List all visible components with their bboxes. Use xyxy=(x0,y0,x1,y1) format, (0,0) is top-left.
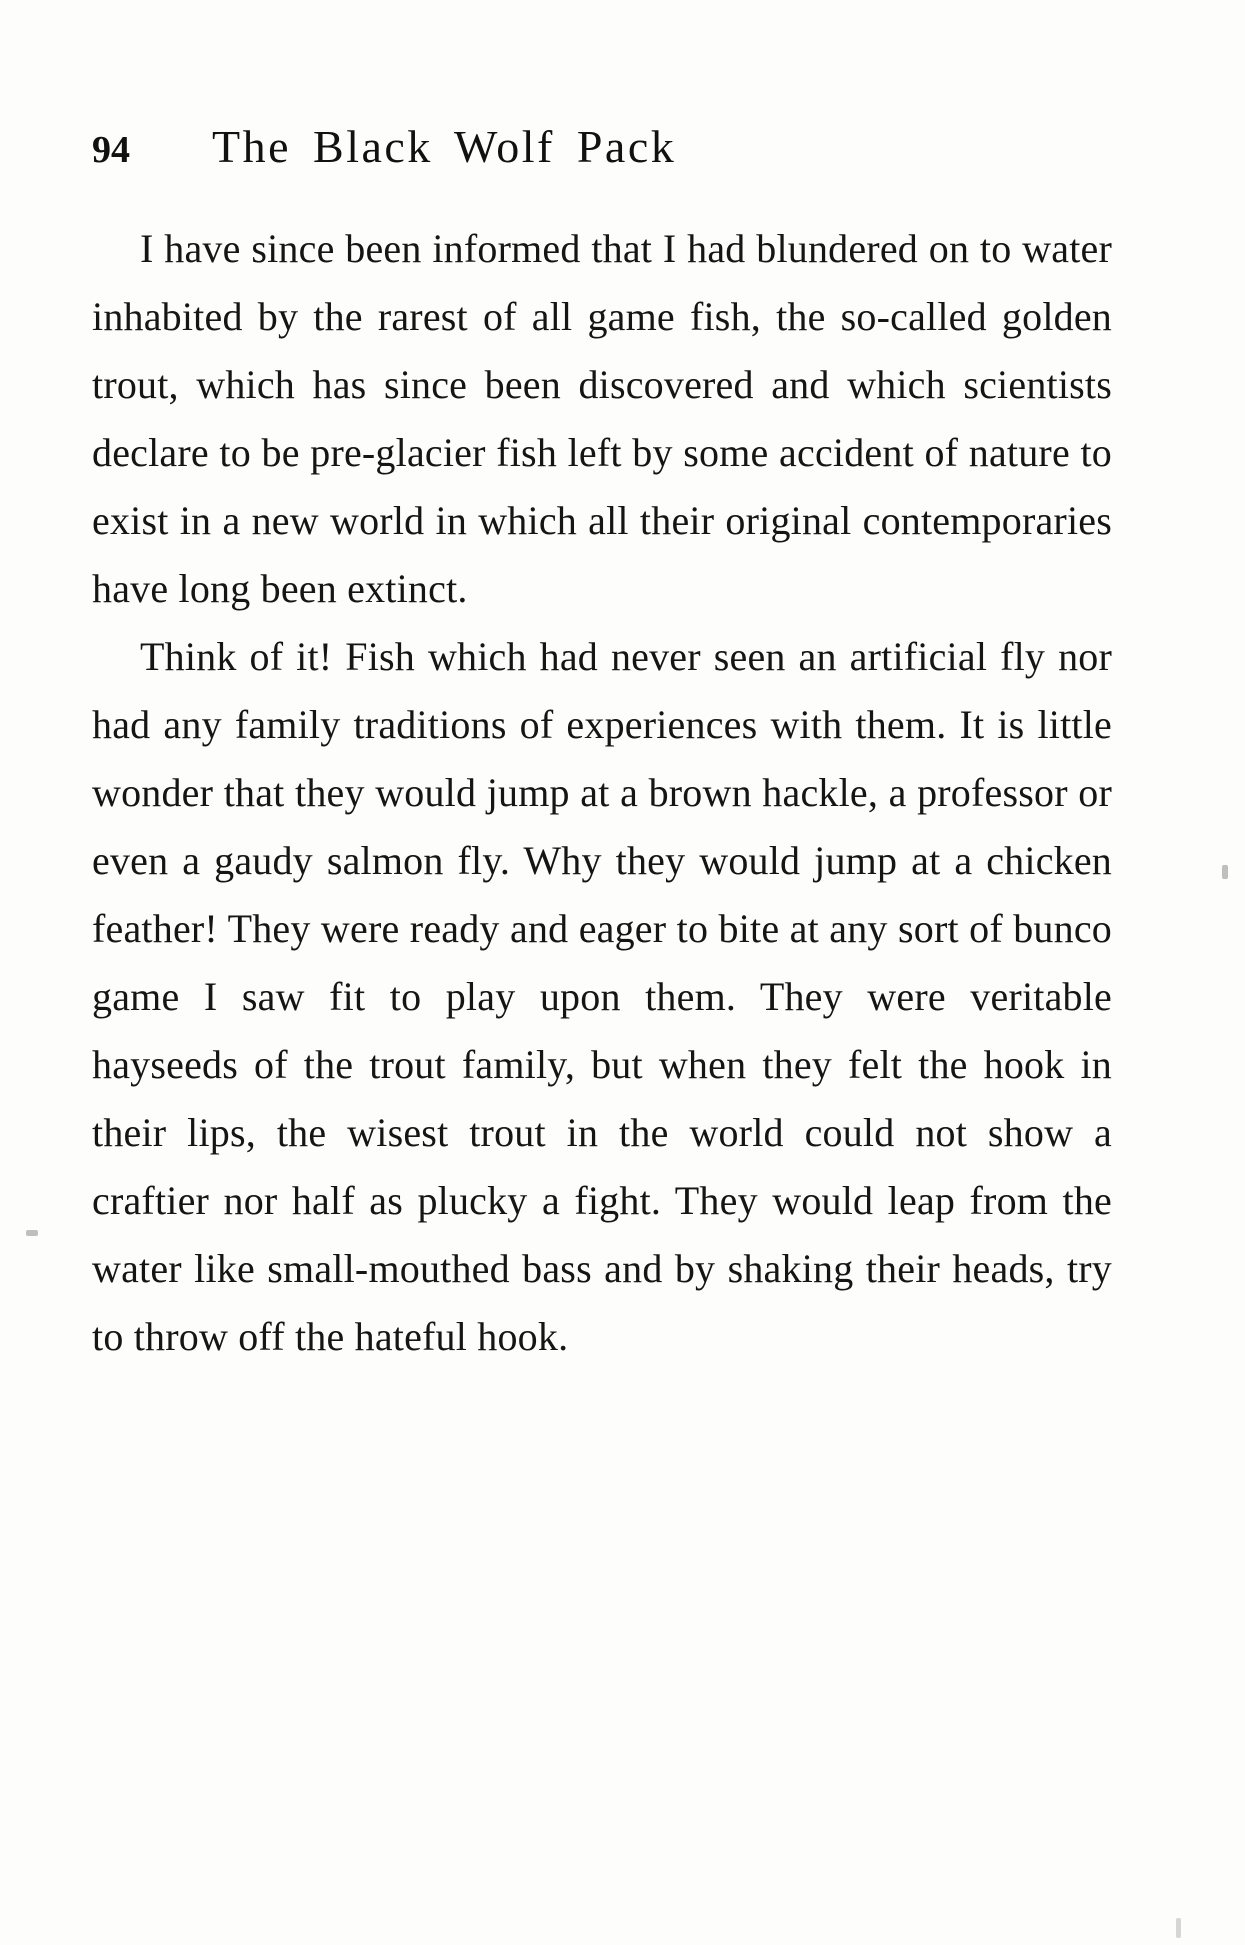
page-header xyxy=(92,120,1112,173)
scan-artifact xyxy=(26,1230,38,1236)
page-content xyxy=(92,120,1112,1371)
paragraph-1: I have since been informed that I had blundered on to water inhabited by the rarest of all game fish, the so-called golden trout, which has since been discovered and which scientists declare to be pre-glacier fish left by some accident of nature to exist in a new world in which all their original contemporaries have long been extinct. xyxy=(92,226,1112,611)
body-text xyxy=(92,215,1112,1371)
running-head-title: The Black Wolf Pack xyxy=(212,121,677,172)
paragraph-2: Think of it! Fish which had never seen an artificial fly nor had any family traditions of experiences with them. It is little wonder that they would jump at a brown hackle, a professor or even a gaudy salmon fly. Why they would jump at a chicken feather! They were ready and eager to bite at any sort of bunco game I saw fit to play upon them. They were veritable hayseeds of the trout family, but when they felt the hook in their lips, the wisest trout in the world could not show a craftier nor half as plucky a fight. They would leap from the water like small-mouthed bass and by shaking their heads, try to throw off the hateful hook. xyxy=(92,634,1112,1359)
scan-artifact xyxy=(1222,865,1228,879)
page-number: 94 xyxy=(92,129,130,171)
scan-artifact xyxy=(1176,1918,1181,1938)
